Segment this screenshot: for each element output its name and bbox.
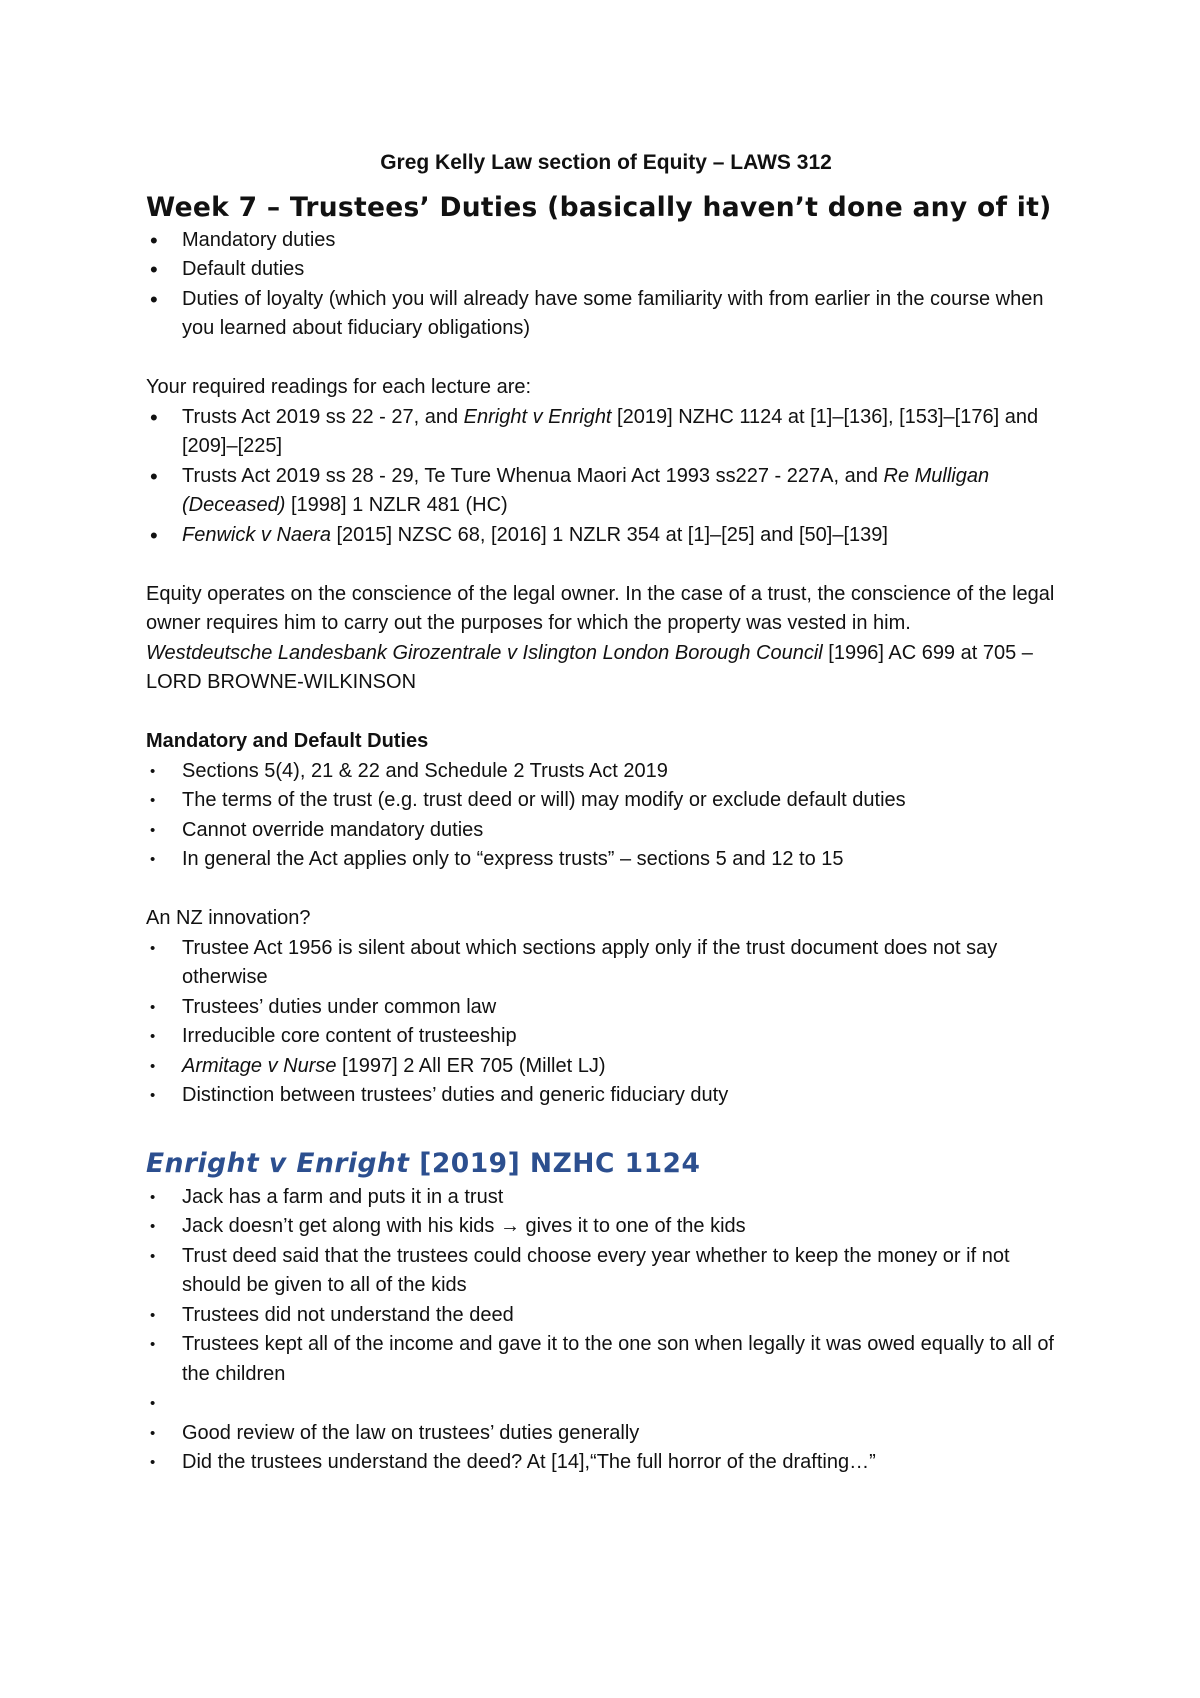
list-item: • Sections 5(4), 21 & 22 and Schedule 2 Trusts Act 2019: [146, 757, 1066, 787]
list-item: • Trustees did not understand the deed: [146, 1301, 1066, 1331]
spacer: [146, 550, 1066, 580]
section-heading: An NZ innovation?: [146, 907, 311, 929]
quote-citation: [1996] AC 699 at 705 – LORD BROWNE-WILKINSON: [146, 641, 1033, 693]
case-name: Enright v Enright: [463, 405, 612, 428]
quote-source: [146, 639, 1066, 698]
document-content: [146, 148, 1066, 1478]
section-heading: Mandatory and Default Duties: [146, 730, 429, 752]
list-item: • Good review of the law on trustees’ duties generally: [146, 1419, 1066, 1449]
case-name: Re Mulligan (Deceased): [182, 464, 990, 516]
reading-citation: [2015] NZSC 68, [2016] 1 NZLR 354 at [1]–[25] and [50]–[139]: [330, 523, 888, 546]
list-item: • In general the Act applies only to “express trusts” – sections 5 and 12 to 15: [146, 845, 1066, 875]
list-item: • Mandatory duties: [146, 226, 1066, 256]
case-name: Fenwick v Naera: [182, 523, 331, 546]
spacer: [146, 1111, 1066, 1147]
enright-list: [146, 1183, 1066, 1478]
reading-item: [146, 403, 1066, 462]
list-item: • Default duties: [146, 255, 1066, 285]
reading-item: [146, 462, 1066, 521]
reading-citation: [2019] NZHC 1124 at [1]–[136], [153]–[176] and [209]–[225]: [182, 405, 1039, 457]
readings-list: [146, 403, 1066, 551]
reading-text: Trusts Act 2019 ss 22 - 27, and: [182, 405, 464, 428]
list-item: • Trustees’ duties under common law: [146, 993, 1066, 1023]
case-name: Enright v Enright: [146, 1147, 410, 1179]
list-item: • Trust deed said that the trustees could choose every year whether to keep the money or if not should be given to all of the kids: [146, 1242, 1066, 1301]
week-topics-list: [146, 226, 1066, 344]
case-name: Westdeutsche Landesbank Girozentrale v Islington London Borough Council: [146, 641, 823, 664]
week-heading: Week 7 – Trustees’ Duties (basically haven’t done any of it): [146, 191, 1052, 223]
list-item: • Trustee Act 1956 is silent about which sections apply only if the trust document does not say otherwise: [146, 934, 1066, 993]
case-citation: [1997] 2 All ER 705 (Millet LJ): [336, 1054, 606, 1077]
list-item: • Did the trustees understand the deed? At [14],“The full horror of the drafting…”: [146, 1448, 1066, 1478]
case-name: Armitage v Nurse: [182, 1054, 337, 1077]
list-item: • Irreducible core content of trusteeship: [146, 1022, 1066, 1052]
spacer: [146, 875, 1066, 905]
list-item: • Distinction between trustees’ duties and generic fiduciary duty: [146, 1081, 1066, 1111]
spacer: [146, 698, 1066, 728]
document-title: Greg Kelly Law section of Equity – LAWS 312: [380, 151, 832, 174]
reading-text: Trusts Act 2019 ss 28 - 29, Te Ture Whenua Maori Act 1993 ss227 - 227A, and: [182, 464, 884, 487]
list-item: • Cannot override mandatory duties: [146, 816, 1066, 846]
innovation-list: [146, 934, 1066, 1111]
reading-citation: [1998] 1 NZLR 481 (HC): [285, 494, 508, 516]
spacer: [146, 344, 1066, 374]
mandatory-list: [146, 757, 1066, 875]
quote-text: Equity operates on the conscience of the legal owner. In the case of a trust, the conscience of the legal owner requires him to carry out the purposes for which the property was vested in him.: [146, 582, 1055, 634]
list-item: [146, 1389, 1066, 1419]
list-item: [146, 1052, 1066, 1082]
list-item: • Duties of loyalty (which you will already have some familiarity with from earlier in the course when you learned about fiduciary obligations): [146, 285, 1066, 344]
readings-intro: Your required readings for each lecture are:: [146, 376, 532, 398]
case-heading: [146, 1147, 1066, 1181]
list-item: • Jack has a farm and puts it in a trust: [146, 1183, 1066, 1213]
reading-item: [146, 521, 1066, 551]
list-item: • Jack doesn’t get along with his kids → gives it to one of the kids: [146, 1212, 1066, 1242]
list-item: • Trustees kept all of the income and gave it to the one son when legally it was owed equally to all of the children: [146, 1330, 1066, 1389]
case-citation: [2019] NZHC 1124: [409, 1147, 701, 1179]
list-item: • The terms of the trust (e.g. trust deed or will) may modify or exclude default duties: [146, 786, 1066, 816]
